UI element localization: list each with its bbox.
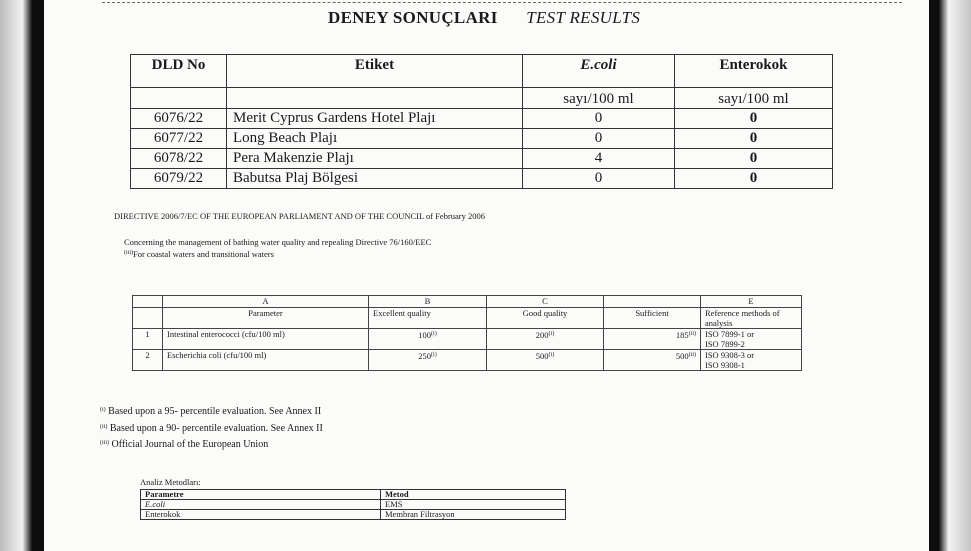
dld-no: 6077/22 [131,129,227,149]
ecoli-value: 0 [523,169,675,189]
col-dld-no: DLD No [131,55,227,88]
excellent-value: 250$^{(i)}$ [369,350,487,371]
row-number: 1 [133,329,163,350]
col-letter: A [163,296,369,308]
method-name: Membran Filtrasyon [381,510,566,520]
ecoli-value: 0 [523,129,675,149]
col-letter: C [487,296,604,308]
scan-frame-left [0,0,32,551]
table-row [131,149,833,169]
dld-no: 6078/22 [131,149,227,169]
method-parameter: E.coli [141,500,381,510]
enterokok-value: 0 [675,149,833,169]
etiket: Pera Makenzie Plajı [227,149,523,169]
good-value: 200$^{(i)}$ [487,329,604,350]
col-letter: B [369,296,487,308]
parameter-name: Escherichia coli (cfu/100 ml) [163,350,369,371]
footnotes [100,403,323,453]
results-table [130,54,833,189]
method-parameter: Enterokok [141,510,381,520]
results-unit-row [131,88,833,109]
table-row [141,510,566,520]
reference-method: ISO 7899-1 or ISO 7899-2 [701,329,802,350]
document-page [44,0,929,551]
col-enterokok: Enterokok [675,55,833,88]
methods-table [140,489,566,520]
etiket: Babutsa Plaj Bölgesi [227,169,523,189]
directive-concern [124,237,431,260]
unit-enterokok: sayı/100 ml [675,88,833,109]
params-letter-row [133,296,802,308]
parameter-name: Intestinal enterococci (cfu/100 ml) [163,329,369,350]
ecoli-value: 0 [523,109,675,129]
table-row [131,109,833,129]
directive-heading: DIRECTIVE 2006/7/EC OF THE EUROPEAN PARLIAMENT AND OF THE COUNCIL of February 2006 [114,211,486,221]
table-row [133,350,802,371]
enterokok-value: 0 [675,109,833,129]
col-metod: Metod [381,490,566,500]
etiket: Merit Cyprus Gardens Hotel Plajı [227,109,523,129]
col-parameter: Parameter [163,308,369,329]
col-etiket: Etiket [227,55,523,88]
footnote-marker: (iii) [124,250,133,256]
etiket: Long Beach Plajı [227,129,523,149]
reference-method: ISO 9308-3 or ISO 9308-1 [701,350,802,371]
concern-line-2: $^{(iii)}$For coastal waters and transitional waters [124,249,274,259]
col-excellent: Excellent quality [369,308,487,329]
col-ecoli: E.coli [523,55,675,88]
footnote: $^{(ii)}$ Based upon a 90- percentile evaluation. See Annex II [100,422,323,434]
sufficient-value: 500$^{(ii)}$ [604,350,701,371]
ecoli-value: 4 [523,149,675,169]
top-dashed-rule [102,2,902,3]
title-turkish: DENEY SONUÇLARI [328,8,498,27]
col-parametre: Parametre [141,490,381,500]
table-row [141,500,566,510]
table-row [133,329,802,350]
good-value: 500$^{(i)}$ [487,350,604,371]
methods-header-row [141,490,566,500]
row-number: 2 [133,350,163,371]
col-reference: Reference methods of analysis [701,308,802,329]
method-name: EMS [381,500,566,510]
footnote: $^{(iii)}$ Official Journal of the European Union [100,439,269,450]
col-good: Good quality [487,308,604,329]
methods-label: Analiz Metodları: [140,477,201,487]
dld-no: 6079/22 [131,169,227,189]
params-header-row [133,308,802,329]
page-title [328,8,640,28]
col-sufficient: Sufficient [604,308,701,329]
enterokok-value: 0 [675,169,833,189]
results-header-row [131,55,833,88]
footnote: $^{(i)}$ Based upon a 95- percentile evaluation. See Annex II [100,406,322,417]
scan-frame-right [939,0,971,551]
col-letter: E [701,296,802,308]
concern-line-1: Concerning the management of bathing water quality and repealing Directive 76/160/EEC [124,237,432,247]
parameters-table [132,295,802,371]
sufficient-value: 185$^{(ii)}$ [604,329,701,350]
unit-ecoli: sayı/100 ml [523,88,675,109]
table-row [131,129,833,149]
table-row [131,169,833,189]
col-letter [604,296,701,308]
excellent-value: 100$^{(i)}$ [369,329,487,350]
dld-no: 6076/22 [131,109,227,129]
enterokok-value: 0 [675,129,833,149]
title-english: TEST RESULTS [526,8,641,27]
